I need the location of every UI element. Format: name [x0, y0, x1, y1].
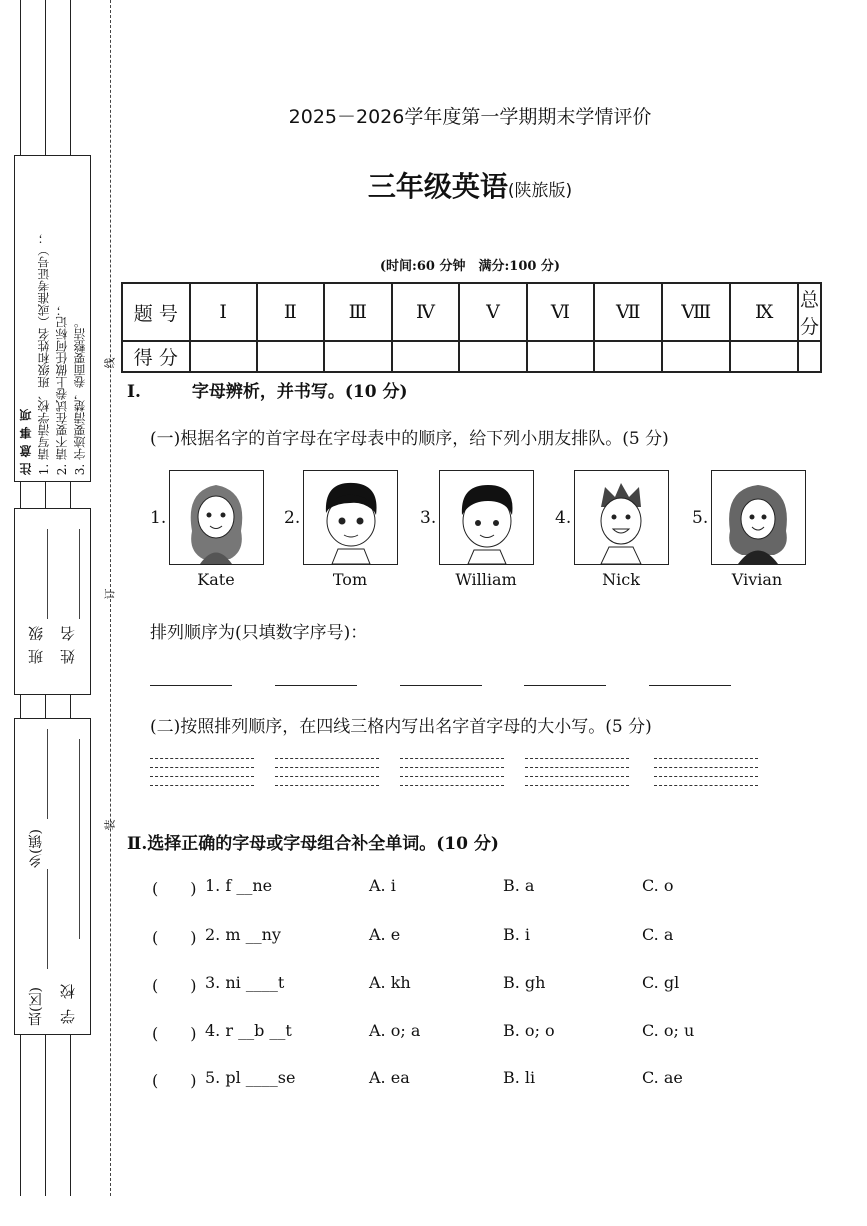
score-header-cell: Ⅷ — [662, 283, 730, 341]
order-blank[interactable] — [649, 685, 731, 686]
child-name: Tom — [332, 570, 368, 589]
score-header-cell: 题 号 — [122, 283, 190, 341]
order-blank[interactable] — [524, 685, 606, 686]
score-header-cell: Ⅸ — [730, 283, 798, 341]
score-cell[interactable] — [392, 341, 460, 372]
order-prompt: 排列顺序为(只填数字序号)： — [150, 623, 368, 643]
class-blank[interactable] — [47, 529, 48, 619]
score-header-cell: 总 分 — [798, 283, 821, 341]
child-picture — [711, 470, 806, 565]
county-blank[interactable] — [47, 869, 48, 969]
question-text: 5. pl ____se — [205, 1068, 296, 1087]
score-cell[interactable] — [730, 341, 798, 372]
question-text: 2. m __ny — [205, 925, 281, 944]
school-box — [14, 718, 91, 1035]
question-text: 1. f __ne — [205, 876, 273, 895]
score-cell[interactable] — [527, 341, 595, 372]
child-number: 4. — [555, 508, 572, 528]
cut-mark: 订 — [103, 588, 117, 600]
option-c: C. o — [642, 876, 674, 895]
four-line-grid[interactable] — [275, 758, 379, 798]
subject-name: 三年级英语 — [367, 170, 508, 203]
edition-label: (陕旅版) — [507, 181, 573, 201]
notice-item: 3. 字迹要清楚，卷面要整洁。 — [73, 315, 87, 475]
answer-paren[interactable]: ( ) — [152, 976, 197, 995]
county-label: 县(区) — [28, 987, 44, 1026]
option-b: B. i — [503, 925, 531, 944]
score-cell[interactable] — [662, 341, 730, 372]
class-label: 班级 — [27, 618, 45, 664]
town-label: 乡(镇) — [28, 829, 44, 868]
four-line-grid[interactable] — [400, 758, 504, 798]
girl-vivian-icon — [712, 471, 805, 564]
part-1-instruction: (一)根据名字的首字母在字母表中的顺序，给下列小朋友排队。(5 分) — [150, 429, 669, 449]
answer-paren[interactable]: ( ) — [152, 928, 197, 947]
child-picture — [574, 470, 669, 565]
order-blank[interactable] — [400, 685, 482, 686]
boy-william-icon — [440, 471, 533, 564]
score-header-cell: Ⅳ — [392, 283, 460, 341]
child-number: 2. — [284, 508, 301, 528]
time-info: (时间:60 分钟 满分:100 分) — [379, 259, 561, 274]
section-2-title: Ⅱ.选择正确的字母或字母组合补全单词。(10 分) — [127, 834, 499, 854]
option-b: B. o; o — [503, 1021, 555, 1040]
girl-kate-icon — [170, 471, 263, 564]
score-header-cell: Ⅱ — [257, 283, 324, 341]
child-number: 5. — [692, 508, 709, 528]
question-text: 3. ni ____t — [205, 973, 285, 992]
question-text: 4. r __b __t — [205, 1021, 292, 1040]
score-cell[interactable] — [257, 341, 324, 372]
notice-item: 2. 请不要在试卷上做任何标记； — [55, 303, 69, 475]
order-blank[interactable] — [275, 685, 357, 686]
child-number: 3. — [420, 508, 437, 528]
child-name: Vivian — [731, 570, 783, 589]
option-c: C. o; u — [642, 1021, 695, 1040]
child-picture — [439, 470, 534, 565]
option-a: A. e — [369, 925, 401, 944]
notice-box — [14, 155, 91, 482]
subject-title — [120, 165, 820, 205]
score-header-cell: Ⅴ — [459, 283, 526, 341]
boy-tom-icon — [304, 471, 397, 564]
child-name: William — [455, 570, 517, 589]
boy-nick-icon — [575, 471, 668, 564]
section-1-title: Ⅰ. 字母辨析，并书写。(10 分) — [127, 382, 408, 402]
name-blank[interactable] — [79, 529, 80, 619]
option-a: A. ea — [369, 1068, 410, 1087]
score-cell[interactable] — [798, 341, 821, 372]
option-b: B. gh — [503, 973, 546, 992]
class-name-box — [14, 508, 91, 695]
score-cell[interactable] — [324, 341, 392, 372]
child-name: Nick — [602, 570, 640, 589]
notice-title: 注意事项 — [19, 403, 33, 475]
score-cell[interactable] — [190, 341, 257, 372]
score-cell[interactable] — [594, 341, 662, 372]
score-table — [121, 282, 822, 373]
school-label: 学校 — [59, 974, 77, 1024]
exam-title: 2025－2026学年度第一学期期末学情评价 — [288, 106, 652, 128]
score-header-cell: Ⅰ — [190, 283, 257, 341]
order-blank[interactable] — [150, 685, 232, 686]
answer-paren[interactable]: ( ) — [152, 1071, 197, 1090]
child-number: 1. — [150, 508, 167, 528]
option-b: B. a — [503, 876, 535, 895]
option-a: A. i — [369, 876, 396, 895]
option-b: B. li — [503, 1068, 536, 1087]
score-header-row — [122, 283, 821, 341]
score-row-label: 得 分 — [122, 341, 190, 372]
four-line-grid[interactable] — [654, 758, 758, 798]
school-blank[interactable] — [79, 739, 80, 939]
child-picture — [303, 470, 398, 565]
option-c: C. ae — [642, 1068, 683, 1087]
score-cell[interactable] — [459, 341, 526, 372]
name-label: 姓名 — [59, 618, 77, 664]
answer-paren[interactable]: ( ) — [152, 879, 197, 898]
four-line-grid[interactable] — [525, 758, 629, 798]
child-name: Kate — [197, 570, 235, 589]
answer-paren[interactable]: ( ) — [152, 1024, 197, 1043]
notice-item: 1. 请写清学校、班级和姓名（或准考证号）； — [37, 231, 51, 475]
town-blank[interactable] — [47, 729, 48, 819]
score-header-cell: Ⅶ — [594, 283, 662, 341]
score-header-cell: Ⅲ — [324, 283, 392, 341]
part-2-instruction: (二)按照排列顺序，在四线三格内写出名字首字母的大小写。(5 分) — [150, 717, 652, 737]
child-picture — [169, 470, 264, 565]
cut-mark: 装 — [103, 819, 117, 831]
option-a: A. kh — [369, 973, 411, 992]
option-c: C. a — [642, 925, 674, 944]
score-header-cell: Ⅵ — [527, 283, 595, 341]
option-c: C. gl — [642, 973, 680, 992]
option-a: A. o; a — [369, 1021, 421, 1040]
cut-mark: 线 — [103, 357, 117, 369]
score-value-row — [122, 341, 821, 372]
four-line-grid[interactable] — [150, 758, 254, 798]
